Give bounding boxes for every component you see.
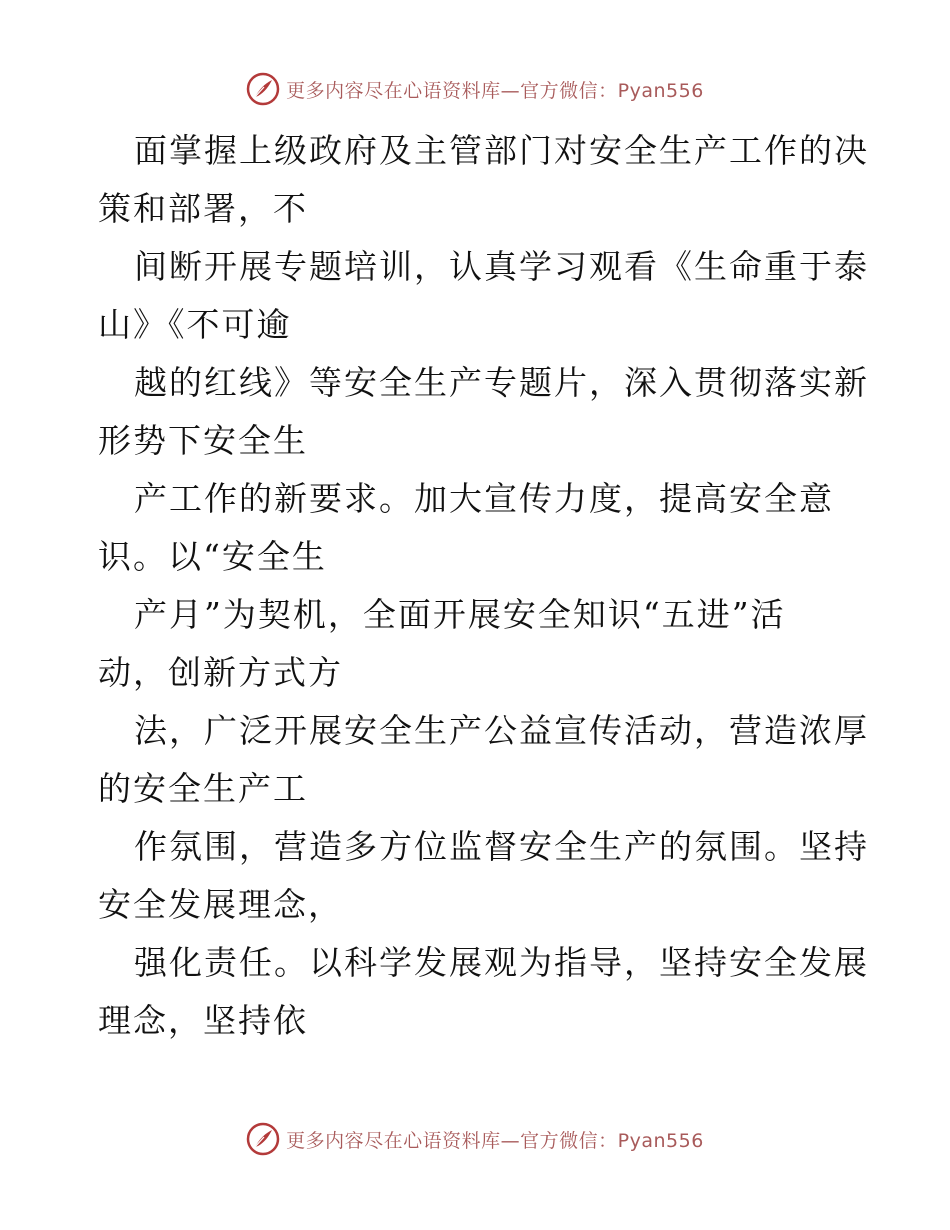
paragraph-line: 策和部署，不 bbox=[98, 189, 308, 228]
footer-banner-text: 更多内容尽在心语资料库—官方微信：Pyan556 bbox=[286, 1129, 704, 1152]
paragraph-line: 动，创新方式方 bbox=[98, 653, 343, 692]
paragraph-line: 形势下安全生 bbox=[98, 421, 308, 460]
footer-banner bbox=[0, 1122, 950, 1156]
paragraph bbox=[98, 122, 868, 238]
header-banner bbox=[0, 72, 950, 106]
paragraph bbox=[98, 354, 868, 470]
paragraph-line: 识。以“安全生 bbox=[98, 537, 327, 576]
paragraph bbox=[98, 818, 868, 934]
paragraph bbox=[98, 586, 868, 702]
paragraph-line: 越的红线》等安全生产专题片，深入贯彻落实新 bbox=[134, 363, 869, 402]
paragraph bbox=[98, 934, 868, 1050]
paragraph-line: 间断开展专题培训，认真学习观看《生命重于泰 bbox=[134, 247, 869, 286]
paragraph-line: 强化责任。以科学发展观为指导，坚持安全发展 bbox=[134, 943, 869, 982]
paragraph-line: 产工作的新要求。加大宣传力度，提高安全意 bbox=[134, 479, 834, 518]
paragraph-line: 产月”为契机，全面开展安全知识“五进”活 bbox=[134, 595, 786, 634]
feather-pen-icon bbox=[246, 72, 280, 106]
document-body bbox=[98, 122, 868, 1050]
paragraph-line: 的安全生产工 bbox=[98, 769, 308, 808]
paragraph bbox=[98, 238, 868, 354]
paragraph-line: 山》《不可逾 bbox=[98, 305, 292, 344]
paragraph bbox=[98, 702, 868, 818]
paragraph-line: 作氛围，营造多方位监督安全生产的氛围。坚持 bbox=[134, 827, 869, 866]
paragraph-line: 面掌握上级政府及主管部门对安全生产工作的决 bbox=[134, 131, 869, 170]
header-banner-text: 更多内容尽在心语资料库—官方微信：Pyan556 bbox=[286, 79, 704, 102]
paragraph-line: 理念，坚持依 bbox=[98, 1001, 308, 1040]
paragraph-line: 安全发展理念， bbox=[98, 885, 343, 924]
paragraph-line: 法，广泛开展安全生产公益宣传活动，营造浓厚 bbox=[134, 711, 869, 750]
paragraph bbox=[98, 470, 868, 586]
feather-pen-icon bbox=[246, 1122, 280, 1156]
